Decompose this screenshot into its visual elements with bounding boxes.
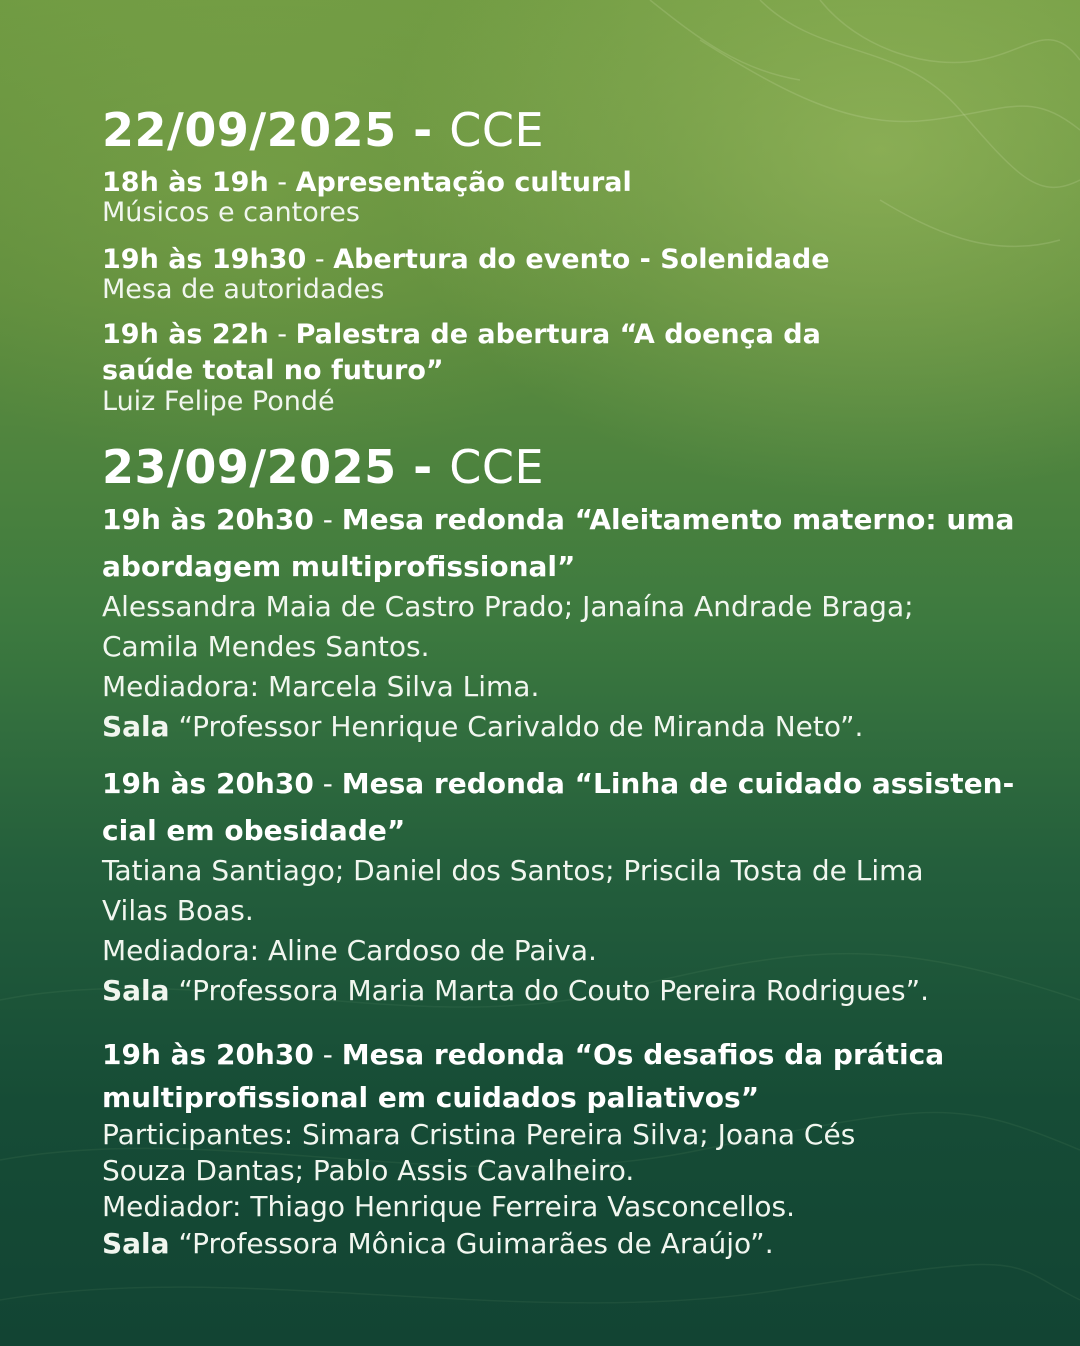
- room-label: Sala: [102, 710, 170, 743]
- room-label: Sala: [102, 974, 170, 1007]
- item-title: Palestra de abertura “A doença da: [295, 319, 821, 350]
- session-time: 19h às 20h30: [102, 1038, 314, 1071]
- item-title: Abertura do evento - Solenidade: [333, 244, 830, 275]
- day-1-item-2-heading: 19h às 19h30 - Abertura do evento - Solenidade: [102, 244, 830, 275]
- room-name: “Professor Henrique Carivaldo de Miranda Neto”.: [178, 710, 864, 743]
- day-1-item-3-title-cont: saúde total no futuro”: [102, 355, 444, 386]
- day-1-heading: [102, 103, 544, 157]
- item-title: Apresentação cultural: [295, 167, 632, 198]
- session-title: Mesa redonda “Linha de cuidado assisten-: [341, 767, 1015, 800]
- item-time: 19h às 22h: [102, 319, 269, 350]
- room-name: “Professora Maria Marta do Couto Pereira Rodrigues”.: [178, 974, 929, 1007]
- session-time: 19h às 20h30: [102, 767, 314, 800]
- session-1-heading: 19h às 20h30 - Mesa redonda “Aleitamento materno: uma: [102, 503, 1015, 536]
- day-1-item-3-heading: 19h às 22h - Palestra de abertura “A doença da: [102, 319, 821, 350]
- session-2-mediator: Mediadora: Aline Cardoso de Paiva.: [102, 934, 597, 967]
- session-3-participants-cont: Souza Dantas; Pablo Assis Cavalheiro.: [102, 1154, 635, 1187]
- session-1-room: [102, 707, 863, 747]
- session-title: Mesa redonda “Aleitamento materno: uma: [341, 503, 1015, 536]
- room-name: “Professora Mônica Guimarães de Araújo”.: [178, 1227, 774, 1260]
- day-1-item-1-heading: 18h às 19h - Apresentação cultural: [102, 167, 632, 198]
- day-1-item-2-subtitle: Mesa de autoridades: [102, 274, 385, 305]
- session-2-participants: Tatiana Santiago; Daniel dos Santos; Priscila Tosta de Lima: [102, 854, 924, 887]
- session-3-mediator: Mediador: Thiago Henrique Ferreira Vasconcellos.: [102, 1190, 795, 1223]
- session-3-heading: 19h às 20h30 - Mesa redonda “Os desafios da prática: [102, 1038, 945, 1071]
- session-2-heading: 19h às 20h30 - Mesa redonda “Linha de cuidado assisten-: [102, 767, 1015, 800]
- session-1-mediator: Mediadora: Marcela Silva Lima.: [102, 670, 540, 703]
- session-3-title-cont: multiprofissional em cuidados paliativos”: [102, 1081, 760, 1114]
- day-2-place: CCE: [449, 440, 545, 494]
- session-2-participants-cont: Vilas Boas.: [102, 894, 254, 927]
- session-title: Mesa redonda “Os desafios da prática: [341, 1038, 945, 1071]
- session-3-participants: Participantes: Simara Cristina Pereira Silva; Joana Cés: [102, 1118, 856, 1151]
- session-time: 19h às 20h30: [102, 503, 314, 536]
- day-1-place: CCE: [449, 103, 545, 157]
- day-2-heading: [102, 440, 544, 494]
- session-1-participants: Alessandra Maia de Castro Prado; Janaína Andrade Braga;: [102, 590, 914, 623]
- day-1-date: 22/09/2025 -: [102, 103, 433, 157]
- session-2-title-cont: cial em obesidade”: [102, 814, 406, 847]
- session-1-title-cont: abordagem multiprofissional”: [102, 550, 576, 583]
- session-2-room: [102, 971, 929, 1011]
- item-time: 18h às 19h: [102, 167, 269, 198]
- session-3-room: [102, 1224, 774, 1264]
- session-1-participants-cont: Camila Mendes Santos.: [102, 630, 430, 663]
- day-1-item-3-subtitle: Luiz Felipe Pondé: [102, 386, 335, 417]
- room-label: Sala: [102, 1227, 170, 1260]
- day-2-date: 23/09/2025 -: [102, 440, 433, 494]
- day-1-item-1-subtitle: Músicos e cantores: [102, 197, 360, 228]
- item-time: 19h às 19h30: [102, 244, 307, 275]
